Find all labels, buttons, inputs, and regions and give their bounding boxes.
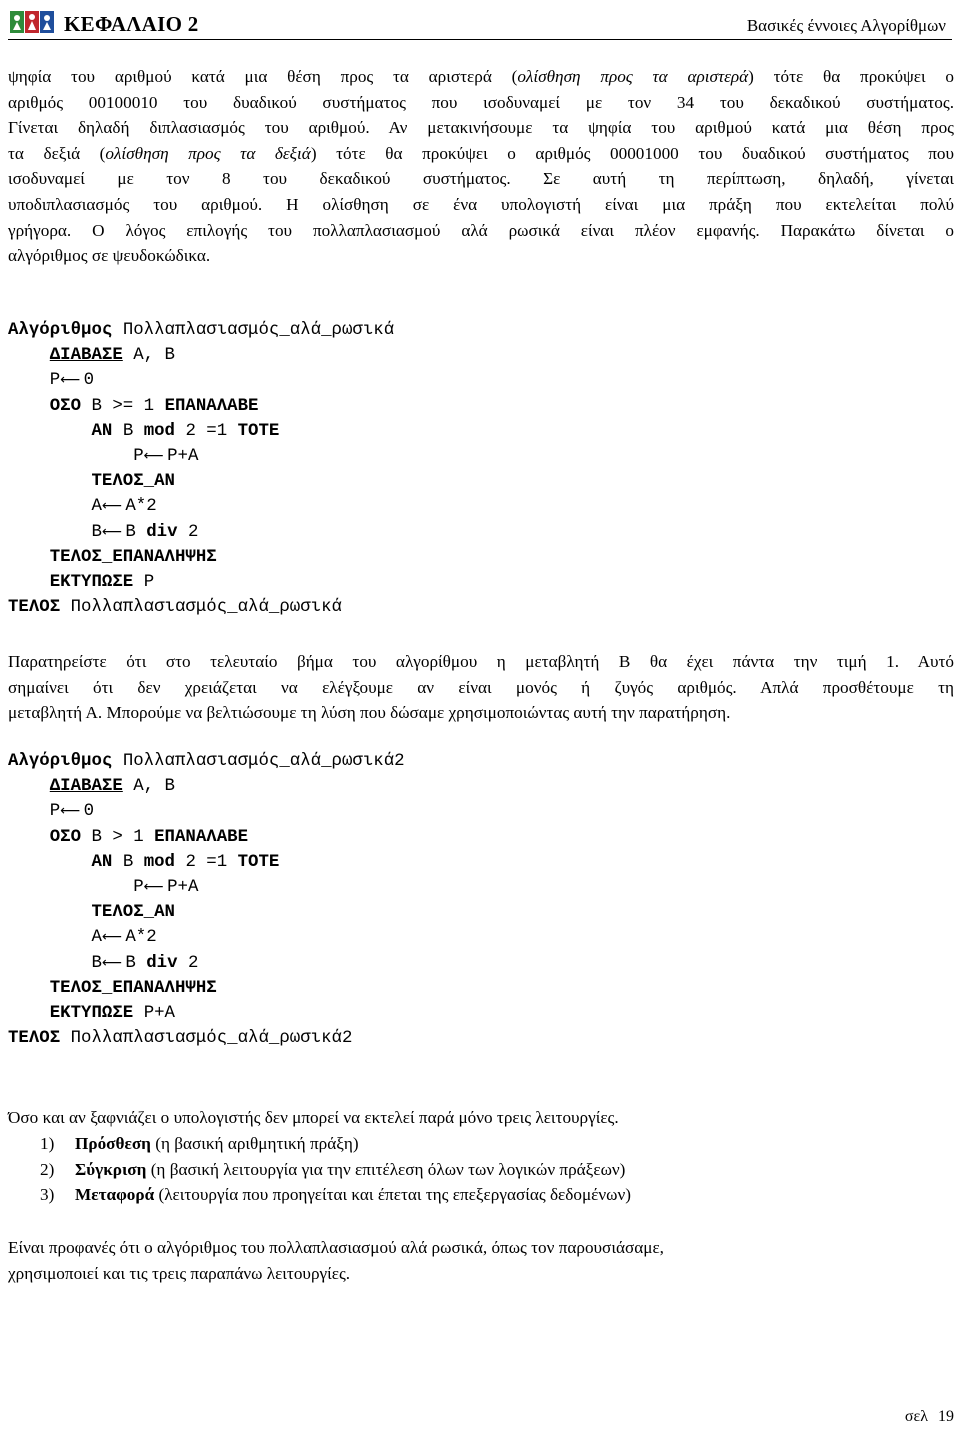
- code-line: Αλγόριθμος Πολλαπλασιασμός_αλά_ρωσικά: [8, 321, 395, 340]
- assign-arrow-icon: ⟵: [143, 448, 164, 465]
- code-line: ΕΚΤΥΠΩΣΕ Ρ: [49, 573, 155, 593]
- closing-line: Είναι προφανές ότι ο αλγόριθμος του πολλαπλασιασμού αλά ρωσικά, όπως τον παρουσιάσαμε,: [8, 1238, 664, 1257]
- intro-line: Γίνεται δηλαδή διπλασιασμός του αριθμού. Αν μετακινήσουμε τα ψηφία του αριθμού κατά μια θέση προς: [8, 118, 954, 138]
- list-item: 3) Μεταφορά (λειτουργία που προηγείται και έπεται της επεξεργασίας δεδομένων): [40, 1185, 631, 1205]
- code-line: ΤΕΛΟΣ_ΕΠΑΝΑΛΗΨΗΣ: [49, 547, 217, 567]
- code-line: ΟΣΟ Β >= 1 ΕΠΑΝΑΛΑΒΕ: [49, 396, 259, 416]
- code-line: ΕΚΤΥΠΩΣΕ Ρ+Α: [49, 1004, 175, 1024]
- code-line: ΑΝ Β mod 2 =1 ΤΟΤΕ: [91, 852, 280, 872]
- page-number: 19: [938, 1408, 954, 1425]
- code-line: ΔΙΑΒΑΣΕ Α, Β: [49, 777, 175, 797]
- code-line: ΤΕΛΟΣ Πολλαπλασιασμός_αλά_ρωσικά2: [8, 1029, 353, 1049]
- page-header: [8, 8, 952, 40]
- code-line: ΤΕΛΟΣ_ΑΝ: [91, 472, 175, 492]
- code-line: Ρ⟵ Ρ+Α: [8, 878, 198, 897]
- page-footer: [905, 1408, 954, 1426]
- chapter-title: ΚΕΦΑΛΑΙΟ 2: [64, 12, 199, 36]
- code-line: ΤΕΛΟΣ_ΕΠΑΝΑΛΗΨΗΣ: [49, 978, 217, 998]
- observation-line: σημαίνει ότι δεν χρειάζεται να ελέγξουμε αν είναι μονός ή ζυγός αριθμός. Απλά προσθέτουμε τη: [8, 677, 954, 697]
- assign-arrow-icon: ⟵: [101, 523, 123, 540]
- code-line: ΤΕΛΟΣ_ΑΝ: [91, 903, 175, 923]
- page-label: σελ: [904, 1408, 928, 1425]
- observation-paragraph: [8, 649, 954, 726]
- assign-arrow-icon: ⟵: [101, 954, 123, 971]
- code-line: Β⟵ Β div 2: [8, 523, 198, 542]
- code-line: Β⟵ Β div 2: [8, 954, 198, 973]
- intro-paragraph: [8, 64, 954, 269]
- code-line: Αλγόριθμος Πολλαπλασιασμός_αλά_ρωσικά2: [8, 752, 405, 771]
- code-line: Ρ⟵ 0: [8, 802, 94, 821]
- assign-arrow-icon: ⟵: [101, 498, 123, 515]
- assign-arrow-icon: ⟵: [60, 803, 81, 820]
- intro-line: ισοδυναμεί με τον 8 του δεκαδικού συστήματος. Σε αυτή τη περίπτωση, δηλαδή, γίνεται: [8, 169, 954, 189]
- assign-arrow-icon: ⟵: [143, 879, 164, 896]
- section-subject: Βασικές έννοιες Αλγορίθμων: [746, 16, 946, 35]
- closing-line: χρησιμοποιεί και τις τρεις παραπάνω λειτουργίες.: [8, 1263, 351, 1283]
- book-logo-icon: [8, 8, 58, 36]
- intro-line: τα δεξιά (ολίσθηση προς τα δεξιά) τότε θα προκύψει ο αριθμός 00001000 του δυαδικού συστήματος που: [8, 143, 954, 163]
- intro-line: αλγόριθμος σε ψευδοκώδικα.: [8, 246, 211, 266]
- intro-line: γρήγορα. Ο λόγος επιλογής του πολλαπλασιασμού αλά ρωσικά είναι πλέον εμφανής. Παρακάτω δίνεται ο: [8, 220, 954, 240]
- operations-intro: Όσο και αν ξαφνιάζει ο υπολογιστής δεν μπορεί να εκτελεί παρά μόνο τρεις λειτουργίες.: [8, 1108, 619, 1127]
- pseudocode-block-1: [8, 318, 394, 620]
- intro-line: αριθμός 00100010 του δυαδικού συστήματος που ισοδυναμεί με τον 34 του δεκαδικού συστήματος.: [8, 92, 954, 112]
- observation-line: μεταβλητή Α. Μπορούμε να βελτιώσουμε τη λύση που δώσαμε χρησιμοποιώντας αυτή την παρατήρηση.: [8, 703, 731, 723]
- code-line: ΟΣΟ Β > 1 ΕΠΑΝΑΛΑΒΕ: [49, 827, 249, 847]
- closing-paragraph: [8, 1235, 954, 1286]
- code-line: ΤΕΛΟΣ Πολλαπλασιασμός_αλά_ρωσικά: [8, 598, 342, 618]
- code-line: ΑΝ Β mod 2 =1 ΤΟΤΕ: [91, 421, 280, 441]
- code-line: Ρ⟵ 0: [8, 371, 94, 390]
- list-item: 1) Πρόσθεση (η βασική αριθμητική πράξη): [40, 1134, 359, 1153]
- intro-line: υποδιπλασιασμός του αριθμού. Η ολίσθηση σε ένα υπολογιστή είναι μια πράξη που εκτελείται πολύ: [8, 194, 954, 214]
- code-line: ΔΙΑΒΑΣΕ Α, Β: [49, 346, 175, 366]
- code-line: Ρ⟵ Ρ+Α: [8, 447, 198, 466]
- list-item: 2) Σύγκριση (η βασική λειτουργία για την επιτέλεση όλων των λογικών πράξεων): [40, 1159, 626, 1179]
- code-line: Α⟵ Α*2: [8, 497, 157, 516]
- assign-arrow-icon: ⟵: [101, 929, 123, 946]
- pseudocode-block-2: [8, 749, 405, 1051]
- intro-line: ψηφία του αριθμού κατά μια θέση προς τα αριστερά (ολίσθηση προς τα αριστερά) τότε θα προκύψει ο: [8, 67, 954, 86]
- observation-line: Παρατηρείστε ότι στο τελευταίο βήμα του αλγορίθμου η μεταβλητή Β θα έχει πάντα την τιμή 1. Αυτό: [8, 652, 954, 671]
- code-line: Α⟵ Α*2: [8, 928, 157, 947]
- operations-list: [40, 1131, 631, 1208]
- assign-arrow-icon: ⟵: [60, 372, 81, 389]
- header-divider: [8, 39, 952, 40]
